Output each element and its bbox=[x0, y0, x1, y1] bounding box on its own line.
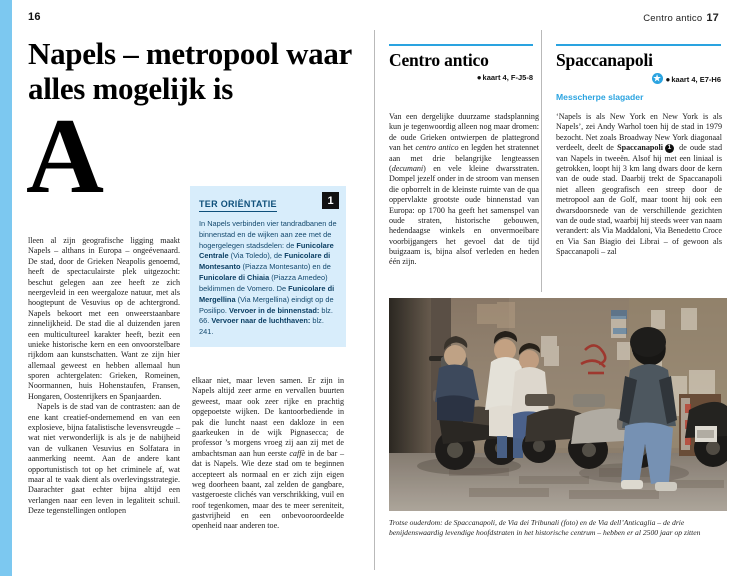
orient-bold-funicolare-mergellina: Funicolare di Mergellina bbox=[199, 283, 335, 304]
orient-run-a: In Napels verbinden vier tandradbanen de binnenstad en de wijken aan zee met de hogergelegen stadsdelen: de bbox=[199, 219, 337, 250]
spaccanapoli-map-label: kaart 4, E7-H6 bbox=[671, 75, 721, 85]
sp-run-a: ‘Napels is als New York en New York is als Napels’, zei Andy Warhol toen hij de stad in 1979 bezocht. Net zoals Broadway New York diagonaal verdeelt, deelt de bbox=[556, 112, 722, 153]
orientation-heading: TER ORIËNTATIE bbox=[199, 199, 277, 212]
orient-bold-vervoer-binnenstad: Vervoer in de binnenstad: bbox=[229, 305, 320, 315]
article-column-2 bbox=[192, 376, 344, 532]
text-run-b: in de bar – dat is Napels. Wie deze stad om te beginnen accepteert als normaal en er zich zijn eigen weg doorheen baant, zal zelden de gangbare, vastgeroeste clichés van verschrikking, vuil en roof tegenkomen, maar des te meer sereniteit, gastvrijheid en een onbevooroordeelde openheid naar anderen toe. bbox=[192, 448, 344, 531]
naples-alley-scooters-photo bbox=[389, 298, 727, 511]
orientation-infobox bbox=[190, 186, 346, 347]
article-paragraph-3 bbox=[192, 376, 344, 532]
spaccanapoli-body bbox=[556, 112, 722, 257]
section-centro-antico bbox=[389, 44, 533, 82]
orient-run-k: blz. 66. bbox=[199, 305, 333, 326]
orientation-number-badge: 1 bbox=[322, 192, 339, 209]
orient-run-e: (Piazza Montesanto) en de bbox=[240, 262, 331, 272]
orient-bold-funicolare-chiaia: Funicolare di Chiaia bbox=[199, 273, 270, 283]
spaccanapoli-subheading: Messcherpe slagader bbox=[556, 92, 644, 103]
orient-bold-funicolare-centrale: Funicolare Centrale bbox=[199, 240, 334, 261]
italic-centro-antico: centro antico bbox=[415, 143, 459, 153]
page-edge-tab bbox=[0, 0, 12, 576]
orient-bold-funicolare-montesanto: Funicolare di Montesanto bbox=[199, 251, 331, 272]
article-title: Napels – metropool waar alles mogelijk is bbox=[28, 36, 352, 107]
orient-bold-vervoer-luchthaven: Vervoer naar de luchthaven: bbox=[211, 316, 311, 326]
section-rule bbox=[389, 44, 533, 46]
centro-antico-paragraph bbox=[389, 112, 539, 268]
orient-run-i: (Via Mergellina) eindigt op de Posilipo. bbox=[199, 294, 334, 315]
map-pin-icon: ● bbox=[476, 73, 482, 83]
column-divider-2 bbox=[541, 30, 542, 292]
ca-run-e: ) en vele kleine dwarsstraten. Dompel jezelf onder in de stroom van mensen die opborrelt in de kleinste ruimte van de qua oppervlakte grootste oude binnenstad van Europa: op 1700 ha geeft het samenspel van oude straten, historische gebouwen, hedendaagse winkels en onvermoeibare voorbijgangers het gevoel dat de tijd buigzaam is, bijna alsof verleden en heden één zijn. bbox=[389, 163, 539, 267]
blue-star-icon bbox=[652, 73, 663, 84]
spaccanapoli-map-reference bbox=[556, 73, 721, 84]
orient-run-m: blz. 241. bbox=[199, 316, 324, 337]
article-paragraph-2: Napels is de stad van de contrasten: aan de ene kant creatief-ondernemend en van een explosieve, bijna fatalistische levensvreugde – wat niet verwonderlijk is als je de nabijheid van de vulkanen Vesuvius en Solfatara in aanmerking neemt. Aan de andere kant opportunistisch tot op het criminele af, wat maar al te vaak dient als overlevingsstrategie. Daarachter gaat echter bijna altijd een verlangen naar een leven in legaliteit schuil. Deze tegenstellingen ontlopen bbox=[28, 402, 180, 516]
photo-caption: Trotse ouderdom: de Spaccanapoli, de Via dei Tribunali (foto) en de Via dell’Anticaglia – de drie benijdenswaardig levendige hoofdstraten in het historische centrum – hebben er al 2500 jaar op zitten bbox=[389, 518, 701, 538]
spaccanapoli-paragraph bbox=[556, 112, 722, 257]
italic-caffe: caffè bbox=[289, 448, 306, 458]
article-paragraph-1: lleen al zijn geografische ligging maakt Napels – althans in Europa – ongeévenaard. De stad, door de Grieken Neapolis genoemd, heeft de spectaculairste plek uitgezocht: beschut gelegen aan zee heeft ze zich neergevleid in een weergaloze natuur, met als hoogtepunt de Vesuvius op de achtergrond. Napels bekoort met een onweerstaanbare zinnelijkheid. De stad die al duizenden jaren een multicultureel karakter heeft, bezit een unieke historische kern en een onvoorstelbare rijkdom aan kunstschatten. Want ze zijn hier allemaal geweest en hebben allemaal hun sporen achtergelaten: Grieken, Romeinen, Noormannen, huis Hohenstaufen, Fransen, Hongaren, Oostenrijkers en Spanjaarden. bbox=[28, 236, 180, 401]
map-pin-icon: ● bbox=[665, 75, 671, 85]
column-divider-1 bbox=[374, 30, 375, 570]
drop-cap: A bbox=[26, 97, 104, 216]
section-spaccanapoli bbox=[556, 44, 721, 106]
sp-run-c: de oude stad van Napels in tweeën. Alsof hij met een liniaal is getrokken, loopt hij 3 km lang dwars door de kern van de oude stad. Daarbij trekt de Spaccanapoli niet alleen geografisch een streep door de metropool aan de Golf, maar toont hij ook een dwarsdoorsnede van de verschillende gezichten van de oude stad, waarbij hij steeds weer van naam verandert: als Via Maddaloni, Via Benedetto Croce en Via San Biagio dei Librai – of gewoon als Spaccanapoli – zal bbox=[556, 143, 722, 257]
centro-antico-map-label: kaart 4, F-J5-8 bbox=[482, 73, 533, 83]
ca-run-a: Van een dergelijke duurzame stadsplanning kun je tegenwoordig alleen nog maar dromen: de oude Grieken ontwierpen de plattegrond van het bbox=[389, 112, 539, 153]
article-column-1 bbox=[28, 236, 180, 517]
centro-antico-map-reference bbox=[389, 73, 533, 82]
centro-antico-body bbox=[389, 112, 539, 268]
folio-left: 16 bbox=[28, 11, 41, 23]
orientation-body bbox=[199, 219, 337, 338]
running-head-label: Centro antico bbox=[643, 13, 703, 24]
italic-decumani: decumani bbox=[391, 163, 424, 173]
centro-antico-title: Centro antico bbox=[389, 50, 489, 71]
text-run-a: elkaar niet, maar leven samen. Er zijn in Napels altijd zeer arme en vervallen buurten geweest, maar ook zeer rijke en prachtig opgepoetste wijken. De kantoorbediende in pak die luncht naast een dakloze in een gaarkeuken in de wijk Pignasecca; de professor ’s morgens vroeg zij aan zij met de ambachtsman aan hun eerste bbox=[192, 376, 344, 458]
orient-run-g: (Piazza Amedeo) beklimmen de Vomero. De bbox=[199, 273, 328, 293]
spaccanapoli-number-badge: 1 bbox=[665, 144, 674, 153]
section-rule bbox=[556, 44, 721, 46]
bold-spaccanapoli: Spaccanapoli bbox=[617, 143, 663, 153]
ca-run-c: en legden het stratennet aan met drie belangrijke lengteassen ( bbox=[389, 143, 539, 173]
orient-run-c: (Via Toledo), de bbox=[228, 251, 285, 261]
folio-right: 17 bbox=[706, 12, 719, 24]
running-head-right bbox=[643, 12, 719, 24]
spaccanapoli-title: Spaccanapoli bbox=[556, 50, 653, 71]
